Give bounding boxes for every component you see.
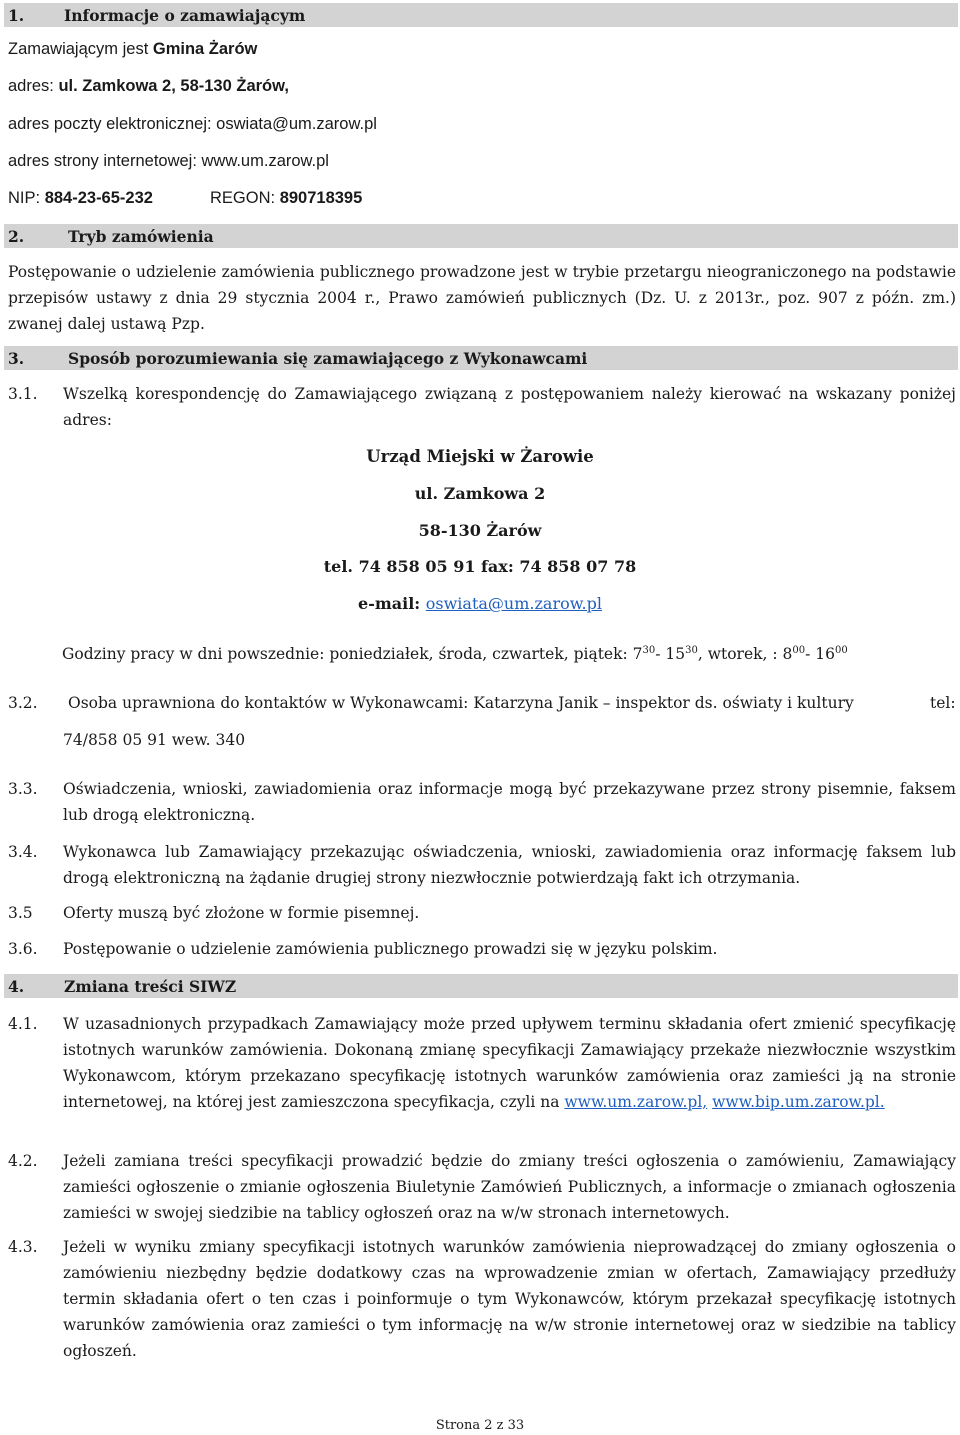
correspondence-paragraph: Wszelką korespondencję do Zamawiającego związaną z postępowaniem należy kierować na wskazany poniżej adres:: [63, 385, 956, 429]
contracting-authority-line: Zamawiającym jest Gmina Żarów: [8, 40, 258, 58]
contact-tel-label: tel:: [930, 694, 956, 712]
section-3-header: [4, 346, 958, 370]
notice-change-paragraph: Jeżeli zamiana treści specyfikacji prowadzić będzie do zmiany treści ogłoszenia o zamówieniu, Zamawiający zamieści ogłoszenie o zmianie ogłoszenia Biuletynie Zamówień Publicznych, a informacje o zmianach ogłoszenia zamieści w swojej siedzibie na tablicy ogłoszeń oraz na w/w stronach internetowych.: [63, 1152, 956, 1222]
section-title: Informacje o zamawiającym: [64, 6, 306, 25]
paragraph-number: 4.1.: [8, 1015, 38, 1033]
email-line: adres poczty elektronicznej: oswiata@um.zarow.pl: [8, 115, 377, 133]
office-street: ul. Zamkowa 2: [414, 484, 546, 503]
paragraph-number: 3.6.: [8, 940, 38, 958]
contact-person-text: Osoba uprawniona do kontaktów w Wykonawcami: Katarzyna Janik – inspektor ds. oświaty i kultury: [68, 694, 854, 712]
confirmation-paragraph: Wykonawca lub Zamawiający przekazując oświadczenia, wnioski, zawiadomienia oraz informację faksem lub drogą elektroniczną na żądanie drugiej strony niezwłocznie potwierdzają fakt ich otrzymania.: [63, 843, 956, 887]
office-email: e-mail: oswiata@um.zarow.pl: [358, 594, 602, 613]
section-number: 4.: [8, 977, 25, 996]
section-number: 1.: [8, 6, 25, 25]
email-link[interactable]: oswiata@um.zarow.pl: [425, 594, 602, 613]
paragraph-number: 3.4.: [8, 843, 38, 861]
written-offers-text: Oferty muszą być złożone w formie pisemnej.: [63, 904, 420, 922]
section-number: 2.: [8, 227, 25, 246]
section-4-header: [4, 974, 958, 998]
paragraph-number: 3.3.: [8, 780, 38, 798]
office-city: 58-130 Żarów: [418, 521, 542, 540]
office-name: Urząd Miejski w Żarowie: [366, 447, 594, 466]
paragraph-number: 3.2.: [8, 694, 38, 712]
paragraph-number: 3.5: [8, 904, 33, 922]
bip-link[interactable]: www.bip.um.zarow.pl.: [712, 1093, 885, 1111]
website-line: adres strony internetowej: www.um.zarow.pl: [8, 152, 329, 170]
paragraph-number: 3.1.: [8, 385, 38, 403]
regon-line: REGON: 890718395: [210, 189, 363, 207]
nip-line: NIP: 884-23-65-232: [8, 189, 153, 207]
paragraph-number: 4.2.: [8, 1152, 38, 1170]
section-1-header: [4, 3, 958, 27]
page-number: Strona 2 z 33: [435, 1418, 525, 1433]
deadline-extension-paragraph: Jeżeli w wyniku zmiany specyfikacji istotnych warunków zamówienia nieprowadzącej do zmiany ogłoszenia o zamówieniu niezbędny będzie dodatkowy czas na wprowadzenie zmian w ofertach, Zamawiający przedłuży termin składania ofert o ten czas i poinformuje o tym Wykonawców, którym przekazał specyfikację istotnych warunków zamówienia oraz zamieści o tym informację na w/w stronie internetowej oraz w siedzibie na tablicy ogłoszeń.: [63, 1238, 956, 1360]
section-title: Zmiana treści SIWZ: [64, 977, 237, 996]
office-hours: Godziny pracy w dni powszednie: poniedziałek, środa, czwartek, piątek: $7^{30}-$ $15^{30}$, wtorek, : $8^{00}-$ $16^{00}$: [62, 645, 848, 663]
section-number: 3.: [8, 349, 25, 368]
address-line: adres: ul. Zamkowa 2, 58-130 Żarów,: [8, 77, 289, 95]
siwz-change-paragraph: W uzasadnionych przypadkach Zamawiający może przed upływem terminu składania ofert zmienić specyfikację istotnych warunków zamówienia. Dokonaną zmianę specyfikacji Zamawiający przekaże niezwłocznie wszystkim Wykonawcom, którym przekazano specyfikację istotnych warunków zamówienia oraz zamieści ją na stronie internetowej, na której jest zamieszczona specyfikacja, czyli na www.um.zarow.pl, www.bip.um.zarow.pl.: [63, 1015, 956, 1111]
section-title: Tryb zamówienia: [68, 227, 214, 246]
paragraph-number: 4.3.: [8, 1238, 38, 1256]
statements-paragraph: Oświadczenia, wnioski, zawiadomienia oraz informacje mogą być przekazywane przez strony pisemnie, faksem lub drogą elektroniczną.: [63, 780, 956, 824]
contact-tel-number: 74/858 05 91 wew. 340: [63, 731, 246, 749]
website-link[interactable]: www.um.zarow.pl,: [564, 1093, 708, 1111]
language-text: Postępowanie o udzielenie zamówienia publicznego prowadzi się w języku polskim.: [63, 940, 718, 958]
section-title: Sposób porozumiewania się zamawiającego z Wykonawcami: [68, 349, 588, 368]
procedure-paragraph: Postępowanie o udzielenie zamówienia publicznego prowadzone jest w trybie przetargu nieograniczonego na podstawie przepisów ustawy z dnia 29 stycznia 2004 r., Prawo zamówień publicznych (Dz. U. z 2013r., poz. 907 z późn. zm.) zwanej dalej ustawą Pzp.: [8, 263, 956, 333]
office-phone-fax: tel. 74 858 05 91 fax: 74 858 07 78: [323, 557, 637, 576]
section-2-header: [4, 224, 958, 248]
